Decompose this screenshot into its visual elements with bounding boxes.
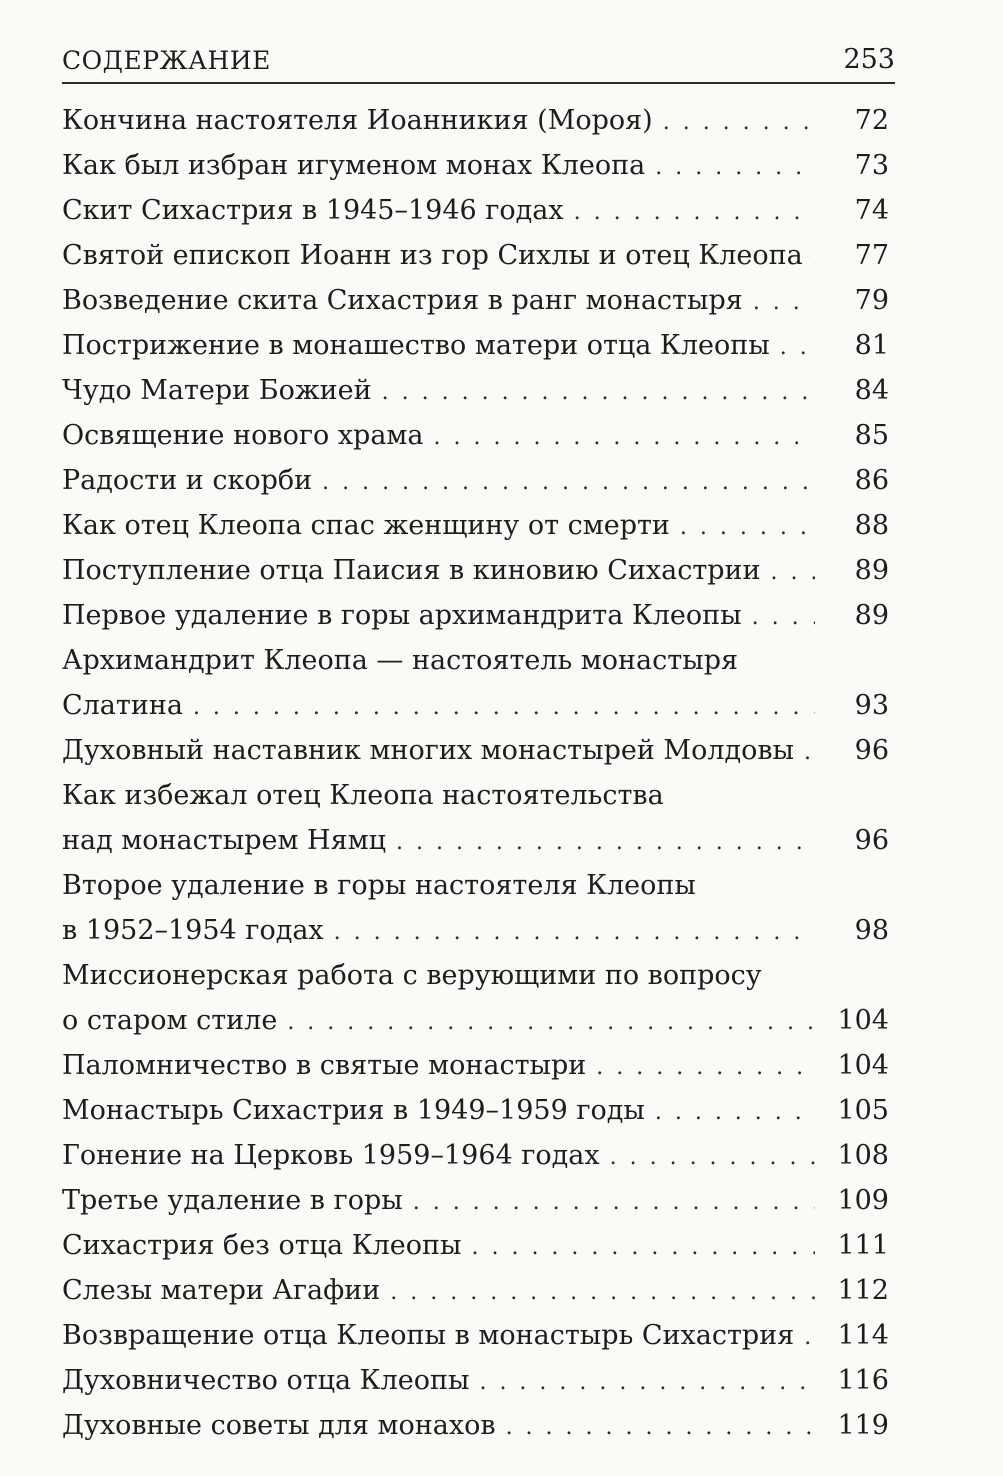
toc-entry-title: Радости и скорби xyxy=(62,465,313,496)
dot-leader xyxy=(813,235,815,280)
toc-entry-row xyxy=(62,548,889,593)
toc-entry-title: в 1952–1954 годах xyxy=(62,915,324,946)
toc-entry-page: 74 xyxy=(854,195,889,226)
dot-leader xyxy=(655,1090,815,1135)
toc-entry-page: 96 xyxy=(854,735,889,766)
toc-entry xyxy=(62,188,889,233)
toc-entry-page: 119 xyxy=(837,1410,889,1441)
toc-entry-title: Чудо Матери Божией xyxy=(62,375,372,406)
toc-entry-page: 77 xyxy=(854,240,889,271)
toc-entry xyxy=(62,863,889,953)
toc-entry-row xyxy=(62,1043,889,1088)
dot-leader xyxy=(610,1135,815,1180)
toc-entry xyxy=(62,278,889,323)
toc-entry-row xyxy=(62,143,889,188)
dot-leader xyxy=(780,325,815,370)
toc-entry-row xyxy=(62,188,889,233)
toc-entry-row xyxy=(62,818,889,863)
toc-entry xyxy=(62,413,889,458)
table-of-contents xyxy=(62,98,889,1448)
toc-entry-page: 72 xyxy=(854,105,889,136)
dot-leader xyxy=(382,370,815,415)
toc-entry-row xyxy=(62,1088,889,1133)
header-page-number: 253 xyxy=(843,44,895,75)
toc-entry-row xyxy=(62,1178,889,1223)
toc-entry xyxy=(62,1268,889,1313)
toc-entry-row xyxy=(62,458,889,503)
toc-entry-row xyxy=(62,503,889,548)
dot-leader xyxy=(574,190,815,235)
toc-entry xyxy=(62,143,889,188)
toc-entry xyxy=(62,233,889,278)
dot-leader xyxy=(471,1225,815,1270)
dot-leader xyxy=(479,1360,815,1405)
toc-entry xyxy=(62,1403,889,1448)
dot-leader xyxy=(396,820,815,865)
toc-entry-row xyxy=(62,593,889,638)
toc-entry-page: 81 xyxy=(854,330,889,361)
toc-entry xyxy=(62,503,889,548)
toc-entry-title: Как был избран игуменом монах Клеопа xyxy=(62,150,646,181)
dot-leader xyxy=(753,280,815,325)
toc-entry-page: 108 xyxy=(837,1140,889,1171)
dot-leader xyxy=(434,415,815,460)
toc-entry-page: 116 xyxy=(837,1365,889,1396)
toc-entry-page: 98 xyxy=(854,915,889,946)
toc-entry-title-line: Миссионерская работа с верующими по вопросу xyxy=(62,960,762,991)
toc-entry xyxy=(62,1088,889,1133)
dot-leader xyxy=(506,1405,815,1450)
toc-entry xyxy=(62,728,889,773)
page-header xyxy=(62,40,895,84)
toc-entry-page: 112 xyxy=(837,1275,889,1306)
toc-entry-page: 89 xyxy=(854,600,889,631)
toc-entry-title-line: Как избежал отец Клеопа настоятельства xyxy=(62,780,664,811)
toc-entry-title: Сихастрия без отца Клеопы xyxy=(62,1230,462,1261)
toc-entry-title: Освящение нового храма xyxy=(62,420,424,451)
toc-entry-page: 105 xyxy=(837,1095,889,1126)
toc-entry xyxy=(62,1358,889,1403)
toc-entry-row xyxy=(62,998,889,1043)
dot-leader xyxy=(804,730,815,775)
toc-entry xyxy=(62,1043,889,1088)
toc-entry-page: 79 xyxy=(854,285,889,316)
toc-entry-row xyxy=(62,1358,889,1403)
toc-entry-title: Святой епископ Иоанн из гор Сихлы и отец Клеопа xyxy=(62,240,803,271)
toc-entry-title: Монастырь Сихастрия в 1949–1959 годы xyxy=(62,1095,645,1126)
toc-entry-page: 89 xyxy=(854,555,889,586)
toc-entry xyxy=(62,98,889,143)
toc-entry-title: Кончина настоятеля Иоанникия (Мороя) xyxy=(62,105,653,136)
dot-leader xyxy=(193,685,815,730)
toc-entry-page: 84 xyxy=(854,375,889,406)
toc-entry-title: Первое удаление в горы архимандрита Клеопы xyxy=(62,600,742,631)
toc-entry xyxy=(62,1178,889,1223)
toc-entry xyxy=(62,773,889,863)
toc-entry-title: Паломничество в святые монастыри xyxy=(62,1050,587,1081)
dot-leader xyxy=(804,1315,815,1360)
toc-entry-title: Третье удаление в горы xyxy=(62,1185,403,1216)
toc-entry xyxy=(62,638,889,728)
toc-entry-page: 109 xyxy=(837,1185,889,1216)
toc-entry-title-line: Архимандрит Клеопа — настоятель монастыря xyxy=(62,645,739,676)
dot-leader xyxy=(322,460,815,505)
toc-entry-title: Поступление отца Паисия в киновию Сихастрии xyxy=(62,555,761,586)
toc-entry-row xyxy=(62,368,889,413)
toc-entry-title: над монастырем Нямц xyxy=(62,825,386,856)
toc-entry-page: 88 xyxy=(854,510,889,541)
toc-entry-title: Как отец Клеопа спас женщину от смерти xyxy=(62,510,670,541)
toc-entry-title-line: Второе удаление в горы настоятеля Клеопы xyxy=(62,870,696,901)
toc-entry-title: Скит Сихастрия в 1945–1946 годах xyxy=(62,195,564,226)
toc-entry-page: 93 xyxy=(854,690,889,721)
toc-entry-row xyxy=(62,98,889,143)
toc-entry xyxy=(62,593,889,638)
toc-entry-title: Духовные советы для монахов xyxy=(62,1410,496,1441)
toc-entry-row xyxy=(62,1403,889,1448)
toc-entry-page: 86 xyxy=(854,465,889,496)
dot-leader xyxy=(655,145,815,190)
dot-leader xyxy=(390,1270,815,1315)
toc-entry-title: Гонение на Церковь 1959–1964 годах xyxy=(62,1140,600,1171)
toc-entry xyxy=(62,323,889,368)
toc-entry-title: Духовный наставник многих монастырей Молдовы xyxy=(62,735,795,766)
toc-entry-title: Пострижение в монашество матери отца Клеопы xyxy=(62,330,770,361)
header-title: СОДЕРЖАНИЕ xyxy=(62,46,271,75)
toc-entry-row xyxy=(62,323,889,368)
toc-entry-row xyxy=(62,683,889,728)
toc-entry xyxy=(62,953,889,1043)
toc-entry-row xyxy=(62,908,889,953)
dot-leader xyxy=(596,1045,815,1090)
toc-entry xyxy=(62,1313,889,1358)
toc-entry-row xyxy=(62,1313,889,1358)
toc-entry-title: о старом стиле xyxy=(62,1005,278,1036)
toc-entry-row xyxy=(62,728,889,773)
toc-entry-title: Слезы матери Агафии xyxy=(62,1275,381,1306)
toc-entry xyxy=(62,1133,889,1178)
toc-entry-page: 111 xyxy=(837,1230,889,1261)
toc-entry-row xyxy=(62,278,889,323)
dot-leader xyxy=(663,100,815,145)
toc-entry-page: 104 xyxy=(837,1050,889,1081)
toc-entry-page: 96 xyxy=(854,825,889,856)
toc-entry-row xyxy=(62,1133,889,1178)
dot-leader xyxy=(287,1000,815,1045)
dot-leader xyxy=(771,550,815,595)
toc-entry-row xyxy=(62,1268,889,1313)
toc-entry-title: Слатина xyxy=(62,690,183,721)
toc-entry-row xyxy=(62,1223,889,1268)
toc-entry xyxy=(62,1223,889,1268)
toc-entry-row xyxy=(62,233,889,278)
dot-leader xyxy=(334,910,815,955)
toc-entry-page: 114 xyxy=(837,1320,889,1351)
toc-entry-row xyxy=(62,413,889,458)
toc-entry xyxy=(62,548,889,593)
toc-entry-page: 73 xyxy=(854,150,889,181)
toc-entry-page: 85 xyxy=(854,420,889,451)
toc-entry-page: 104 xyxy=(837,1005,889,1036)
toc-entry xyxy=(62,368,889,413)
toc-entry-title: Возведение скита Сихастрия в ранг монастыря xyxy=(62,285,743,316)
toc-entry xyxy=(62,458,889,503)
toc-entry-title: Возвращение отца Клеопы в монастырь Сихастрия xyxy=(62,1320,795,1351)
toc-entry-title: Духовничество отца Клеопы xyxy=(62,1365,470,1396)
dot-leader xyxy=(752,595,815,640)
dot-leader xyxy=(680,505,815,550)
dot-leader xyxy=(413,1180,815,1225)
